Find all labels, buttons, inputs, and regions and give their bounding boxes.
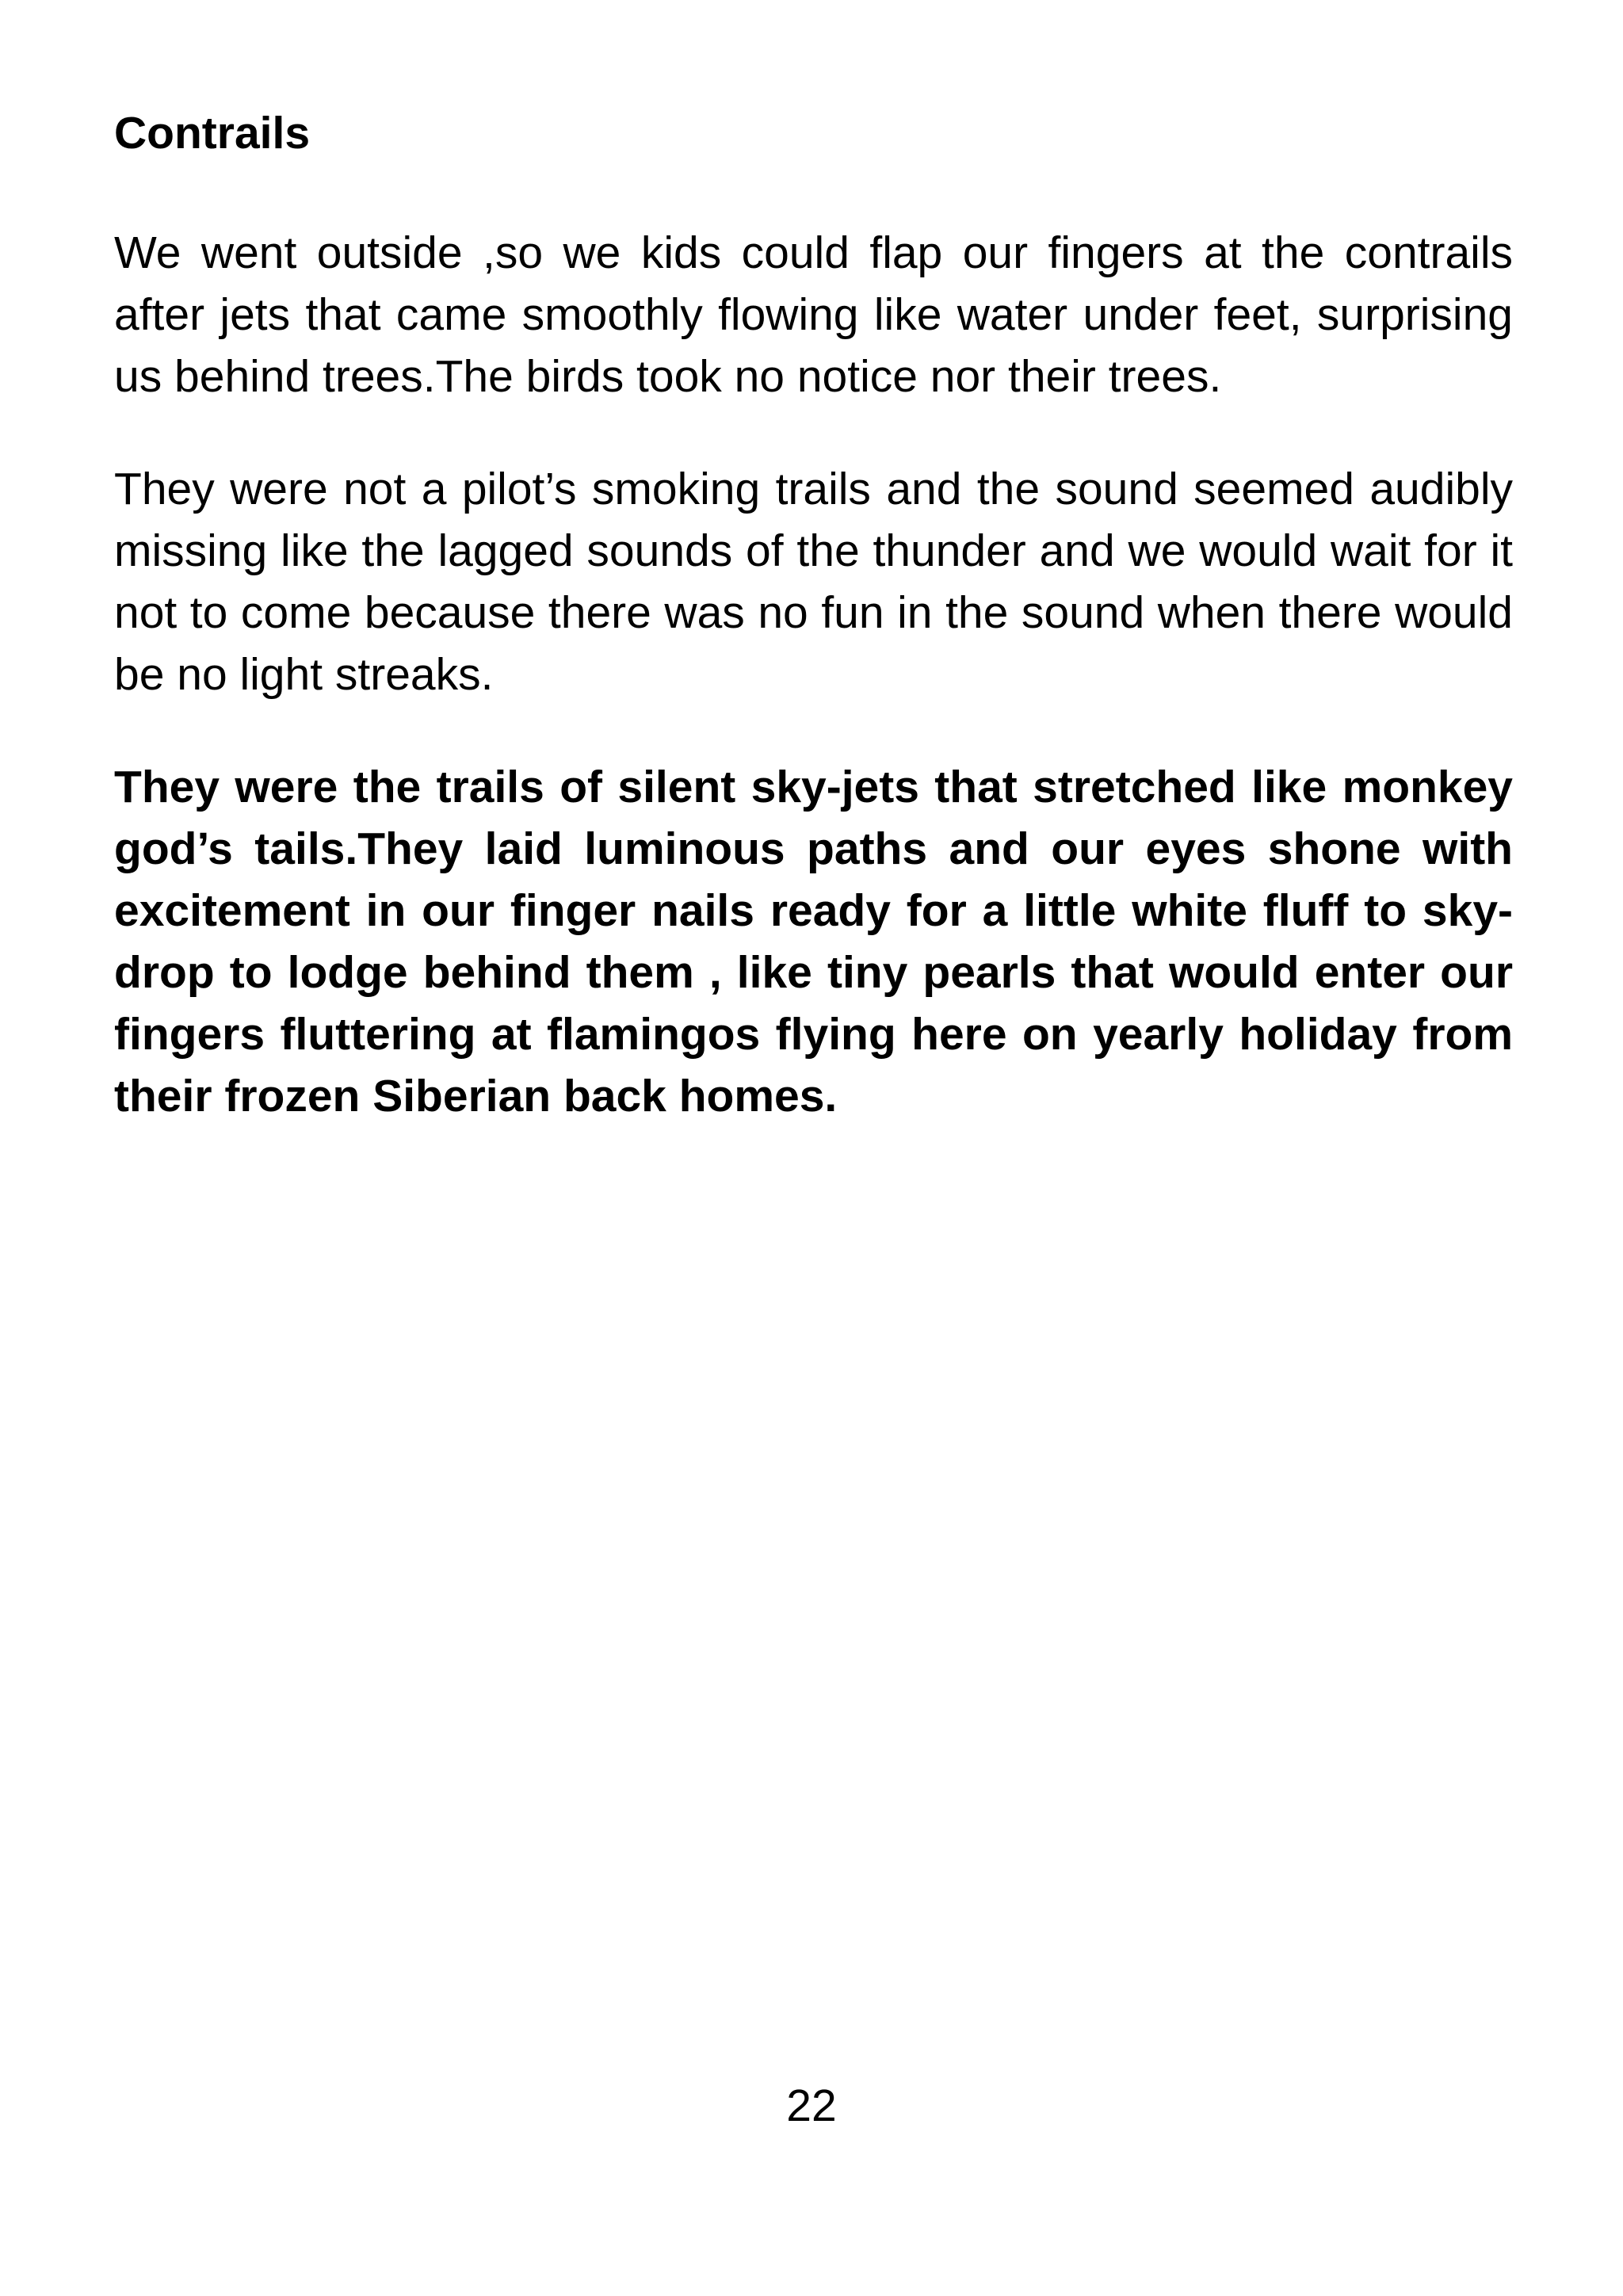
paragraph-1: We went outside ,so we kids could flap our fingers at the contrails after jets that came smoothly flowing like water under feet, surprising us behind trees.The birds took no notice nor their trees. (114, 227, 1513, 402)
page-number: 22 (786, 2080, 837, 2131)
paragraph-3-bold: They were the trails of silent sky-jets that stretched like monkey god’s tails.They laid luminous paths and our eyes shone with excitement in our finger nails ready for a little white fluff to sky-drop to lodge behind them , like tiny pearls that would enter our fingers fluttering at flamingos flying here on yearly holiday from their frozen Siberian back homes. (114, 762, 1513, 1121)
paragraph-2: They were not a pilot’s smoking trails and the sound seemed audibly missing like the lagged sounds of the thunder and we would wait for it not to come because there was no fun in the sound when there would be no light streaks. (114, 464, 1513, 700)
body-text (114, 222, 1513, 1178)
page-title: Contrails (114, 108, 311, 159)
